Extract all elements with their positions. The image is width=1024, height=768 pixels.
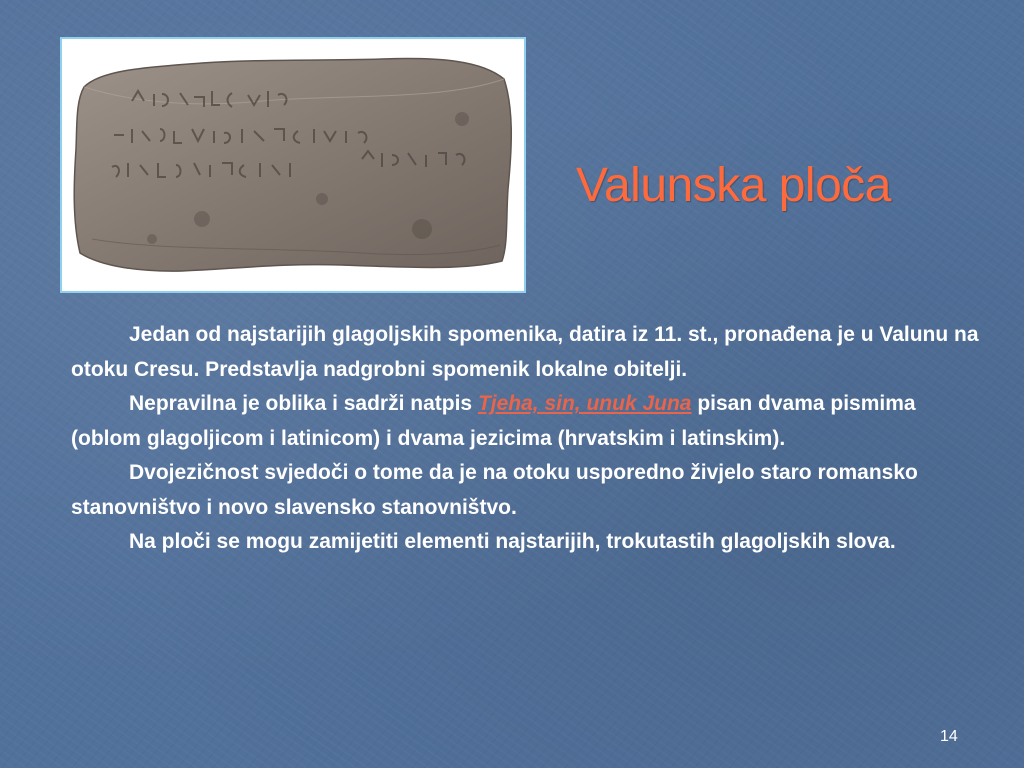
paragraph-text: pisan dvama pismima (oblom glagoljicom i latinicom) i dvama jezicima (hrvatskim i latinskim). (71, 392, 916, 450)
page-number: 14 (940, 728, 958, 745)
paragraph-4 (71, 525, 981, 560)
paragraph-text: Dvojezičnost svjedoči o tome da je na otoku usporedno živjelo staro romansko stanovništvo i novo slavensko stanovništvo. (71, 461, 918, 519)
paragraph-text: Nepravilna je oblika i sadrži natpis (129, 392, 478, 415)
slide-title: Valunska ploča (576, 159, 891, 212)
inscription-quote: Tjeha, sin, unuk Juna (477, 392, 692, 415)
stone-tablet-photo (60, 37, 526, 293)
paragraph-text: Na ploči se mogu zamijetiti elementi najstarijih, trokutastih glagoljskih slova. (129, 530, 896, 553)
stone-tablet-icon (62, 39, 524, 291)
paragraph-text: Jedan od najstarijih glagoljskih spomenika, datira iz 11. st., pronađena je u Valunu na otoku Cresu. Predstavlja nadgrobni spomenik lokalne obitelji. (71, 323, 979, 381)
paragraph-2 (71, 387, 981, 456)
body-text (71, 318, 981, 560)
paragraph-3 (71, 456, 981, 525)
paragraph-1 (71, 318, 981, 387)
